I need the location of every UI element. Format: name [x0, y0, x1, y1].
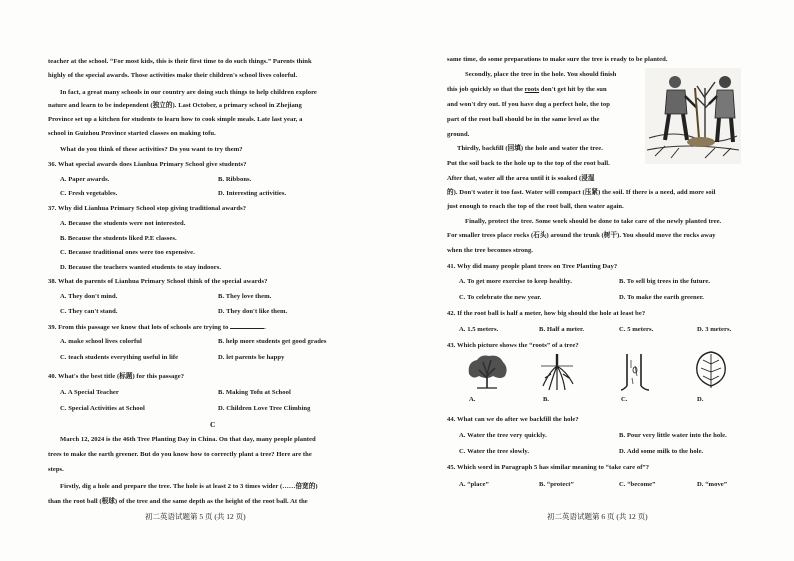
option-d[interactable]: D. let parents be happy — [218, 354, 285, 361]
tree-planting-illustration — [645, 68, 741, 164]
underlined-word: roots — [524, 86, 540, 93]
question-44: 44. What can we do after we backfill the hole? — [447, 416, 579, 423]
passage-line: steps. — [48, 466, 64, 473]
passage-line: For smaller trees place rocks (石头) around the trunk (树干). You should move the rocks away — [447, 232, 716, 239]
page-footer: 初二英语试题第 5 页 (共 12 页) — [145, 512, 246, 521]
passage-line: 的). Don't water it too fast. Water will compact (压紧) the soil. If there is a need, add more soil — [447, 189, 716, 196]
option-d[interactable]: D. To make the earth greener. — [619, 294, 704, 301]
passage-text: don't get hit by the sun — [539, 86, 607, 93]
passage-line: same time, do some preparations to make sure the tree is ready to be planted. — [447, 56, 668, 63]
option-b[interactable]: B. help more students get good grades — [218, 338, 327, 345]
picture-label-a: A. — [469, 396, 476, 403]
option-a[interactable]: A. Water the tree very quickly. — [459, 432, 547, 439]
option-d[interactable]: D. “move” — [697, 481, 728, 488]
option-a[interactable]: A. To get more exercise to keep healthy. — [459, 278, 572, 285]
option-c[interactable]: C. Because traditional ones were too expensive. — [60, 249, 195, 256]
option-b[interactable]: B. Pour very little water into the hole. — [619, 432, 727, 439]
passage-line — [447, 85, 607, 94]
passage-line: ground. — [447, 131, 470, 138]
roots-picture[interactable] — [537, 352, 577, 392]
question-37: 37. Why did Lianhua Primary School stop giving traditional awards? — [48, 205, 247, 212]
question-43: 43. Which picture shows the “roots” of a tree? — [447, 342, 579, 349]
passage-line: trees to make the earth greener. But do you know how to correctly plant a tree? Here are the — [48, 451, 312, 458]
option-d[interactable]: D. They don't like them. — [218, 308, 288, 315]
question-41: 41. Why did many people plant trees on Tree Planting Day? — [447, 263, 618, 270]
passage-line: Finally, protect the tree. Some work should be done to take care of the newly planted tree. — [465, 218, 722, 225]
question-39-stem: 39. From this passage we know that lots of schools are trying to — [48, 324, 229, 331]
option-a[interactable]: A. Because the students were not interested. — [60, 220, 186, 227]
answer-blank[interactable] — [230, 322, 264, 329]
option-c[interactable]: C. Special Activities at School — [60, 405, 145, 412]
question-38: 38. What do parents of Lianhua Primary School think of the special awards? — [48, 278, 268, 285]
passage-line: Firstly, dig a hole and prepare the tree. The hole is at least 2 to 3 times wider (……倍宽的) — [60, 483, 318, 490]
picture-label-b: B. — [543, 396, 550, 403]
option-d[interactable]: D. Because the teachers wanted students to stay indoors. — [60, 264, 222, 271]
option-b[interactable]: B. They love them. — [218, 293, 272, 300]
option-a[interactable]: A. They don't mind. — [60, 293, 118, 300]
option-b[interactable]: B. Making Tofu at School — [218, 389, 291, 396]
passage-line: school in Guizhou Province started classes on making tofu. — [48, 130, 216, 137]
passage-line: just enough to reach the top of the root ball, then water again. — [447, 203, 624, 210]
option-c[interactable]: C. teach students everything useful in life — [60, 354, 179, 361]
section-label: C — [210, 420, 216, 429]
option-d[interactable]: D. Add some milk to the hole. — [619, 448, 704, 455]
passage-line: than the root ball (根球) of the tree and the same depth as the height of the root ball. At the — [48, 498, 308, 505]
passage-line: when the tree becomes strong. — [447, 247, 533, 254]
passage-line: Thirdly, backfill (回填) the hole and water the tree. — [457, 145, 603, 152]
passage-line: What do you think of these activities? Do you want to try them? — [60, 146, 243, 153]
option-b[interactable]: B. Because the students liked P.E classes. — [60, 235, 177, 242]
option-a[interactable]: A. make school lives colorful — [60, 338, 142, 345]
option-c[interactable]: C. “become” — [619, 481, 656, 488]
passage-line: teacher at the school. “For most kids, this is their first time to do such things.” Parents think — [48, 58, 312, 65]
passage-line: March 12, 2024 is the 46th Tree Planting Day in China. On that day, many people planted — [60, 436, 316, 443]
option-c[interactable]: C. They can't stand. — [60, 308, 118, 315]
picture-label-c: C. — [621, 396, 628, 403]
option-a[interactable]: A. 1.5 meters. — [459, 326, 499, 333]
tree-crown-picture[interactable] — [465, 354, 509, 390]
option-a[interactable]: A. A Special Teacher — [60, 389, 119, 396]
option-c[interactable]: C. Fresh vegetables. — [60, 190, 118, 197]
option-b[interactable]: B. To sell big trees in the future. — [619, 278, 711, 285]
right-page — [397, 0, 794, 561]
option-b[interactable]: B. “protect” — [539, 481, 574, 488]
passage-line: Secondly, place the tree in the hole. You should finish — [465, 71, 617, 78]
option-b[interactable]: B. Half a meter. — [539, 326, 585, 333]
page-footer: 初二英语试题第 6 页 (共 12 页) — [547, 512, 648, 521]
passage-line: Province set up a kitchen for students to learn how to cook simple meals. Late last year, a — [48, 116, 303, 123]
question-42: 42. If the root ball is half a meter, how big should the hole at least be? — [447, 310, 646, 317]
option-a[interactable]: A. “place” — [459, 481, 489, 488]
passage-line: nature and learn to be independent (独立的). Last October, a primary school in Zhejiang — [48, 102, 302, 109]
passage-line: and won't dry out. If you have dug a perfect hole, the top — [447, 101, 610, 108]
option-d[interactable]: D. Children Love Tree Climbing — [218, 405, 311, 412]
passage-line: Put the soil back to the hole up to the top of the root ball. — [447, 160, 610, 167]
option-d[interactable]: D. Interesting activities. — [218, 190, 287, 197]
passage-text: this job quickly so that the — [447, 86, 523, 93]
option-d[interactable]: D. 3 meters. — [697, 326, 732, 333]
question-36: 36. What special awards does Lianhua Primary School give students? — [48, 161, 247, 168]
passage-line: In fact, a great many schools in our country are doing such things to help children explore — [60, 89, 317, 96]
question-45: 45. Which word in Paragraph 5 has similar meaning to “take care of”? — [447, 464, 650, 471]
option-c[interactable]: C. 5 meters. — [619, 326, 654, 333]
option-b[interactable]: B. Ribbons. — [218, 176, 252, 183]
option-a[interactable]: A. Paper awards. — [60, 176, 110, 183]
question-40: 40. What's the best title (标题) for this passage? — [48, 373, 185, 380]
option-c[interactable]: C. To celebrate the new year. — [459, 294, 542, 301]
question-39: 39. From this passage we know that lots of schools are trying to . — [48, 324, 266, 331]
option-c[interactable]: C. Water the tree slowly. — [459, 448, 530, 455]
passage-line: highly of the special awards. Those activities make their children's school lives colorful. — [48, 72, 298, 79]
passage-line: part of the root ball should be in the same level as the — [447, 116, 600, 123]
trunk-picture[interactable] — [619, 352, 651, 392]
leaf-picture[interactable] — [693, 350, 729, 390]
passage-line: After that, water all the area until it is soaked (浸湿 — [447, 175, 595, 182]
picture-label-d: D. — [697, 396, 704, 403]
